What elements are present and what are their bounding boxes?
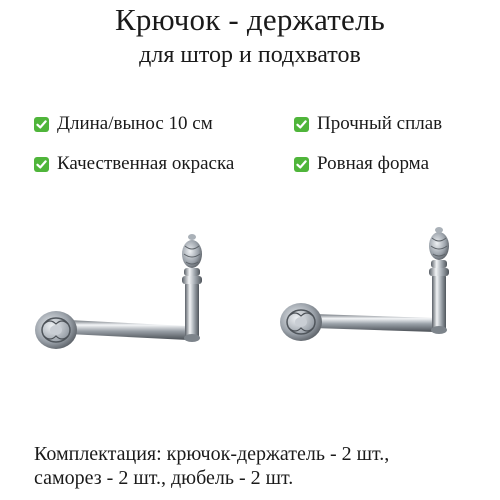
feature-label: Качественная окраска — [57, 153, 235, 174]
package-contents — [34, 442, 494, 490]
curtain-hook-image — [275, 222, 475, 372]
product-subtitle: для штор и подхватов — [139, 42, 361, 68]
feature-item-alloy — [294, 113, 442, 135]
feature-label: Ровная форма — [317, 153, 430, 174]
checkmark-icon — [34, 157, 49, 172]
checkmark-icon — [34, 117, 49, 132]
checkmark-icon — [294, 117, 309, 132]
checkmark-icon — [294, 157, 309, 172]
package-contents-line: саморез - 2 шт., дюбель - 2 шт. — [34, 467, 294, 489]
feature-item-coating — [34, 153, 234, 175]
feature-label: Прочный сплав — [317, 113, 443, 134]
feature-label: Длина/вынос 10 см — [57, 113, 213, 134]
package-contents-line: Комплектация: крючок-держатель - 2 шт., — [34, 443, 390, 465]
feature-item-shape — [294, 153, 429, 175]
product-title: Крючок - держатель — [114, 2, 386, 37]
feature-item-length — [34, 113, 213, 135]
curtain-hook-image — [30, 222, 230, 372]
